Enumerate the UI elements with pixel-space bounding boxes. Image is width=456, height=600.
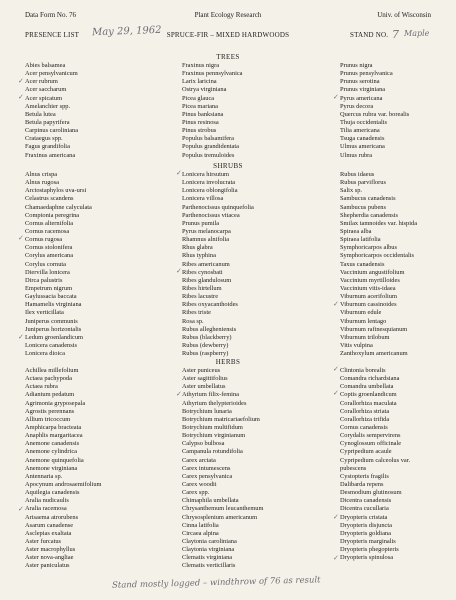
species-name: Dicentra canadensis xyxy=(340,497,392,505)
species-name: Cornus canadensis xyxy=(340,423,388,431)
species-name: Salix sp. xyxy=(340,187,363,195)
species-name: Athyrium filix-femina xyxy=(182,391,239,399)
species-name: Comandra umbellata xyxy=(340,383,394,391)
species-name: Coptis groenlandicum xyxy=(340,391,397,399)
species-name: Aster paniculatus xyxy=(25,562,70,570)
handwritten-date: May 29, 1962 xyxy=(91,24,162,39)
herbs-column-1 xyxy=(25,367,102,571)
species-name: Dryopteris goldiana xyxy=(340,529,391,537)
species-name: Aralia racemosa xyxy=(25,505,67,513)
trees-column-1 xyxy=(25,62,78,160)
species-name: Lonicera oblongifolia xyxy=(182,187,238,195)
species-name: Apocynum androsaemifolium xyxy=(25,480,102,488)
species-name: Clematis verticillaris xyxy=(182,562,236,570)
species-name: Ribes triste xyxy=(182,309,211,317)
check-mark-icon: ✓ xyxy=(18,333,24,341)
herbs-column-3 xyxy=(340,367,410,562)
check-mark-icon: ✓ xyxy=(18,505,24,513)
species-name: Smilax tamnoides var. hispida xyxy=(340,219,418,227)
species-name: Calypso bulbosa xyxy=(182,440,225,448)
species-name: Ulmus rubra xyxy=(340,151,373,159)
species-name: Carpinus caroliniana xyxy=(25,127,79,135)
species-name: Desmodium glutinosum xyxy=(340,489,402,497)
species-name: Corallorhiza trifida xyxy=(340,415,390,423)
species-name: Abies balsamea xyxy=(25,62,66,69)
species-name: Aquilegia canadensis xyxy=(25,489,80,497)
species-name: Populus balsamifera xyxy=(182,135,235,143)
species-name: Symphoricarpos occidentalis xyxy=(340,252,415,260)
species-name: Allium tricoccum xyxy=(25,415,71,423)
species-name: Vaccinium vitis-idaea xyxy=(340,284,396,292)
species-name: Chamaedaphne calyculata xyxy=(25,203,92,211)
species-name: Acer pensylvanicum xyxy=(25,70,78,78)
species-name: Rubus parviflorus xyxy=(340,179,386,187)
species-name: Botrychium multifidum xyxy=(182,423,243,431)
species-name: Dirca palustris xyxy=(25,276,63,284)
species-name: Cornus rugosa xyxy=(25,236,63,244)
species-name: Quercus rubra var. borealis xyxy=(340,110,410,118)
species-name: Lonicera canadensis xyxy=(25,341,77,349)
species-name: Alnus crispa xyxy=(25,171,58,178)
species-name: Rhus typhina xyxy=(182,252,216,260)
species-name: Asclepias exaltata xyxy=(25,529,72,537)
species-name: Viburnum trilobum xyxy=(340,333,390,341)
species-name: Cornus stolonifera xyxy=(25,244,73,252)
check-mark-icon: ✓ xyxy=(176,267,182,275)
species-name: Arisaema atrorubens xyxy=(25,513,79,521)
species-name: Tsuga canadensis xyxy=(340,135,385,143)
species-name: Alnus rugosa xyxy=(25,179,59,187)
species-name: Pinus resinosa xyxy=(182,118,219,126)
species-name: Crataegus spp. xyxy=(25,135,63,143)
species-name: Lonicera dioica xyxy=(25,350,65,358)
herbs-heading: HERBS xyxy=(215,358,241,366)
species-name: Rhamnus alnifolia xyxy=(182,236,230,244)
check-mark-icon: ✓ xyxy=(176,169,182,177)
species-name: Rosa sp. xyxy=(182,317,204,325)
species-name: Agrostis perennans xyxy=(25,407,75,415)
species-name: Rubus (raspberry) xyxy=(182,350,229,358)
handwritten-stand-note: Maple xyxy=(404,29,430,38)
species-name: Parthenocissus quinquefolia xyxy=(182,203,254,211)
species-name: Dryopteris phegopteris xyxy=(340,546,399,554)
species-name: Anaphlis margaritacea xyxy=(25,432,83,440)
species-name: Rubus (dewberry) xyxy=(182,341,229,349)
species-name: Zanthoxylum americanum xyxy=(340,350,408,358)
species-name: Clematis virginiana xyxy=(182,554,233,562)
check-mark-icon: ✓ xyxy=(18,234,24,242)
trees-column-2 xyxy=(182,62,243,160)
species-name: Anemone virginiana xyxy=(25,464,78,472)
species-name: Ribes americanum xyxy=(182,260,230,268)
species-name: Carex intumescens xyxy=(182,464,231,472)
species-name: Corylus americana xyxy=(25,252,74,260)
species-name: Corydalis sempervirens xyxy=(340,432,401,440)
species-name: Arctostaphylos uva-ursi xyxy=(25,187,87,195)
species-name: Ribes lacustre xyxy=(182,293,219,301)
species-name: Pinus strobus xyxy=(182,127,217,135)
species-name: Empetrum nigrum xyxy=(25,284,73,292)
shrubs-column-2 xyxy=(182,171,254,358)
species-name: Pyrus decora xyxy=(340,102,374,110)
species-name: Acer saccharum xyxy=(25,86,67,94)
species-name: Aster nova-angliae xyxy=(25,554,74,562)
species-name: Corallorhiza maculata xyxy=(340,399,397,407)
species-name: Aster sagittifolius xyxy=(182,375,228,383)
species-name: Prunus pumila xyxy=(182,219,220,227)
species-name: Ribes glandulosum xyxy=(182,276,232,284)
species-name: Ribes hirtellum xyxy=(182,284,222,292)
species-name: Vaccinium angustifolium xyxy=(340,268,405,276)
species-name: Lonicera involucrata xyxy=(182,179,236,187)
species-name: Viburnum cassinoides xyxy=(340,301,397,309)
species-name: Chrysanthemum leucanthemum xyxy=(182,505,264,513)
species-name: Picea mariana xyxy=(182,102,219,110)
species-name: Taxus canadensis xyxy=(340,260,385,268)
species-name: Aster puniceus xyxy=(182,367,221,374)
species-name: Pinus banksiana xyxy=(182,110,224,118)
species-name: Spiraea latifolia xyxy=(340,236,381,244)
species-name: Pyrus melanocarpa xyxy=(182,227,231,235)
species-name: Aster furcatus xyxy=(25,537,62,545)
check-mark-icon: ✓ xyxy=(333,365,339,373)
species-name: Claytonia caroliniana xyxy=(182,537,237,545)
species-name: Campanula rotundifolia xyxy=(182,448,243,456)
species-name: Rubus allegheniensis xyxy=(182,325,237,333)
species-name: Cynoglossum officinale xyxy=(340,440,402,448)
species-name: Botrychium lunaria xyxy=(182,407,232,415)
species-name: Thuja occidentalis xyxy=(340,118,388,126)
shrubs-heading: SHRUBS xyxy=(213,162,243,170)
species-name: Actaea rubra xyxy=(25,383,58,391)
species-name: Chrysosplenium americanum xyxy=(182,513,258,521)
species-name: Dryopteris spinulosa xyxy=(340,554,394,562)
species-name: Cystopteris fragilis xyxy=(340,472,389,480)
species-name: Rubus idaeus xyxy=(340,171,375,178)
organization: Plant Ecology Research xyxy=(194,11,262,19)
check-mark-icon: ✓ xyxy=(333,93,339,101)
check-mark-icon: ✓ xyxy=(333,554,339,562)
species-name: Prunus nigra xyxy=(340,62,373,69)
species-name: Corylus cornuta xyxy=(25,260,66,268)
species-name: Viburnum lentago xyxy=(340,317,387,325)
species-name: Anemone canadensis xyxy=(25,440,80,448)
species-name: Dryopteris marginalis xyxy=(340,537,396,545)
species-name: Vaccinium myrtilloides xyxy=(340,276,400,284)
species-name: Celastrus scandens xyxy=(25,195,74,203)
species-name: Viburnum edule xyxy=(340,309,382,317)
species-name: Symphoricarpos albus xyxy=(340,244,397,252)
species-name: Carex pensylvanica xyxy=(182,472,233,480)
species-name: Tilia americana xyxy=(340,127,380,135)
species-name: Viburnum rafinesquianum xyxy=(340,325,408,333)
species-name: Rhus glabra xyxy=(182,244,213,252)
species-name: Amphicarpa bracteata xyxy=(25,423,82,431)
species-name: Asarum canadense xyxy=(25,521,74,529)
species-name: Prunus serotina xyxy=(340,78,380,86)
species-name: Populus grandidentata xyxy=(182,143,239,151)
species-name: Larix laricina xyxy=(182,78,217,86)
herbs-column-2 xyxy=(182,367,263,571)
species-name: Athyrium thelypterioides xyxy=(182,399,247,407)
species-name: Clintonia borealis xyxy=(340,367,386,374)
species-name: Prunus virginiana xyxy=(340,86,386,94)
check-mark-icon: ✓ xyxy=(18,77,24,85)
species-name: Fraxinus pennsylvanica xyxy=(182,70,243,78)
species-name: Comptonia peregrina xyxy=(25,211,80,219)
species-name: Carex woodii xyxy=(182,480,217,488)
stand-number-label: STAND NO. xyxy=(350,31,389,39)
handwritten-stand-number: 7 xyxy=(392,28,399,41)
species-name: Cinna latifolia xyxy=(182,521,219,529)
species-name: Aster umbellatus xyxy=(182,383,226,391)
species-name: Acer spicatum xyxy=(25,94,63,102)
form-number: Data Form No. 76 xyxy=(25,11,76,19)
species-name: Achillea millefolium xyxy=(25,367,79,374)
species-name: Circaea alpina xyxy=(182,529,219,537)
species-name: Fraxinus americana xyxy=(25,151,76,159)
university: Univ. of Wisconsin xyxy=(377,11,431,19)
species-name: Aralia nudicaulis xyxy=(25,497,69,505)
check-mark-icon: ✓ xyxy=(176,390,182,398)
species-name: Sambucus canadensis xyxy=(340,195,396,203)
species-name: Cypripedium calceolus var. xyxy=(340,456,411,464)
species-name: pubescens xyxy=(340,464,367,472)
species-name: Carex arctata xyxy=(182,456,216,464)
species-name: Ilex verticillata xyxy=(25,309,64,317)
species-name: Prunus pensylvanica xyxy=(340,70,393,78)
check-mark-icon: ✓ xyxy=(333,389,339,397)
species-name: Fagus grandifolia xyxy=(25,143,70,151)
species-name: Carex spp. xyxy=(182,489,210,497)
trees-column-3 xyxy=(340,62,409,160)
species-name: Dryopteris disjuncta xyxy=(340,521,393,529)
species-name: Anemone cylindrica xyxy=(25,448,77,456)
species-name: Acer rubrum xyxy=(25,78,58,86)
species-name: Picea glauca xyxy=(182,94,215,102)
species-name: Vitis vulpina xyxy=(340,341,373,349)
species-name: Comandra richardsiana xyxy=(340,375,400,383)
species-name: Populus tremuloides xyxy=(182,151,235,159)
species-name: Ostrya virginiana xyxy=(182,86,227,94)
species-name: Gaylussacia baccata xyxy=(25,293,77,301)
species-name: Betula papyrifera xyxy=(25,118,70,126)
species-name: Ribes cynosbati xyxy=(182,268,223,276)
species-name: Spiraea alba xyxy=(340,227,372,235)
species-name: Ledum groenlandicum xyxy=(25,333,84,341)
check-mark-icon: ✓ xyxy=(18,93,24,101)
species-name: Botrychium matricariaefolium xyxy=(182,415,260,423)
species-name: Cornus alternifolia xyxy=(25,219,74,227)
species-name: Dicentra cucullaria xyxy=(340,505,389,513)
species-name: Viburnum acerifolium xyxy=(340,293,397,301)
species-name: Fraxinus nigra xyxy=(182,62,220,69)
species-name: Corallorhiza striata xyxy=(340,407,390,415)
species-name: Sambucus pubens xyxy=(340,203,386,211)
species-name: Dryopteris cristata xyxy=(340,513,388,521)
species-name: Actaea pachypoda xyxy=(25,375,73,383)
species-name: Ribes oxyacanthoides xyxy=(182,301,238,309)
species-name: Agrimonia gryposepala xyxy=(25,399,86,407)
species-name: Ulmus americana xyxy=(340,143,385,151)
species-name: Cypripedium acaule xyxy=(340,448,392,456)
species-name: Botrychium virginianum xyxy=(182,432,246,440)
species-name: Amelanchier spp. xyxy=(25,102,71,110)
handwritten-bottom-note: Stand mostly logged – windthrow of 76 as result xyxy=(111,575,321,591)
shrubs-column-3 xyxy=(340,171,417,358)
species-name: Claytonia virginiana xyxy=(182,546,235,554)
shrubs-column-1 xyxy=(25,171,92,358)
species-name: Dalibarda repens xyxy=(340,480,384,488)
species-name: Hamamelis virginiana xyxy=(25,301,82,309)
species-name: Rubus (blackberry) xyxy=(182,333,232,341)
species-name: Adiantum pedatum xyxy=(25,391,75,399)
check-mark-icon: ✓ xyxy=(333,513,339,521)
species-name: Shepherdia canadensis xyxy=(340,211,399,219)
species-name: Parthenocissus vitacea xyxy=(182,211,240,219)
trees-heading: TREES xyxy=(216,53,240,61)
species-name: Juniperus communis xyxy=(25,317,78,325)
stand-type: SPRUCE-FIR – MIXED HARDWOODS xyxy=(166,31,290,39)
presence-list-label: PRESENCE LIST xyxy=(25,31,80,39)
species-name: Lonicera villosa xyxy=(182,195,224,203)
species-name: Betula lutea xyxy=(25,110,56,118)
species-name: Diervilla lonicera xyxy=(25,268,70,276)
species-name: Antennaria sp. xyxy=(25,472,63,480)
species-name: Cornus racemosa xyxy=(25,227,70,235)
species-name: Lonicera hirsutum xyxy=(182,171,230,178)
check-mark-icon: ✓ xyxy=(333,300,339,308)
species-name: Anemone quinquefolia xyxy=(25,456,84,464)
species-name: Aster macrophyllus xyxy=(25,546,76,554)
species-name: Juniperus horizontalis xyxy=(25,325,82,333)
species-name: Pyrus americana xyxy=(340,94,383,102)
species-name: Chimaphila umbellata xyxy=(182,497,239,505)
